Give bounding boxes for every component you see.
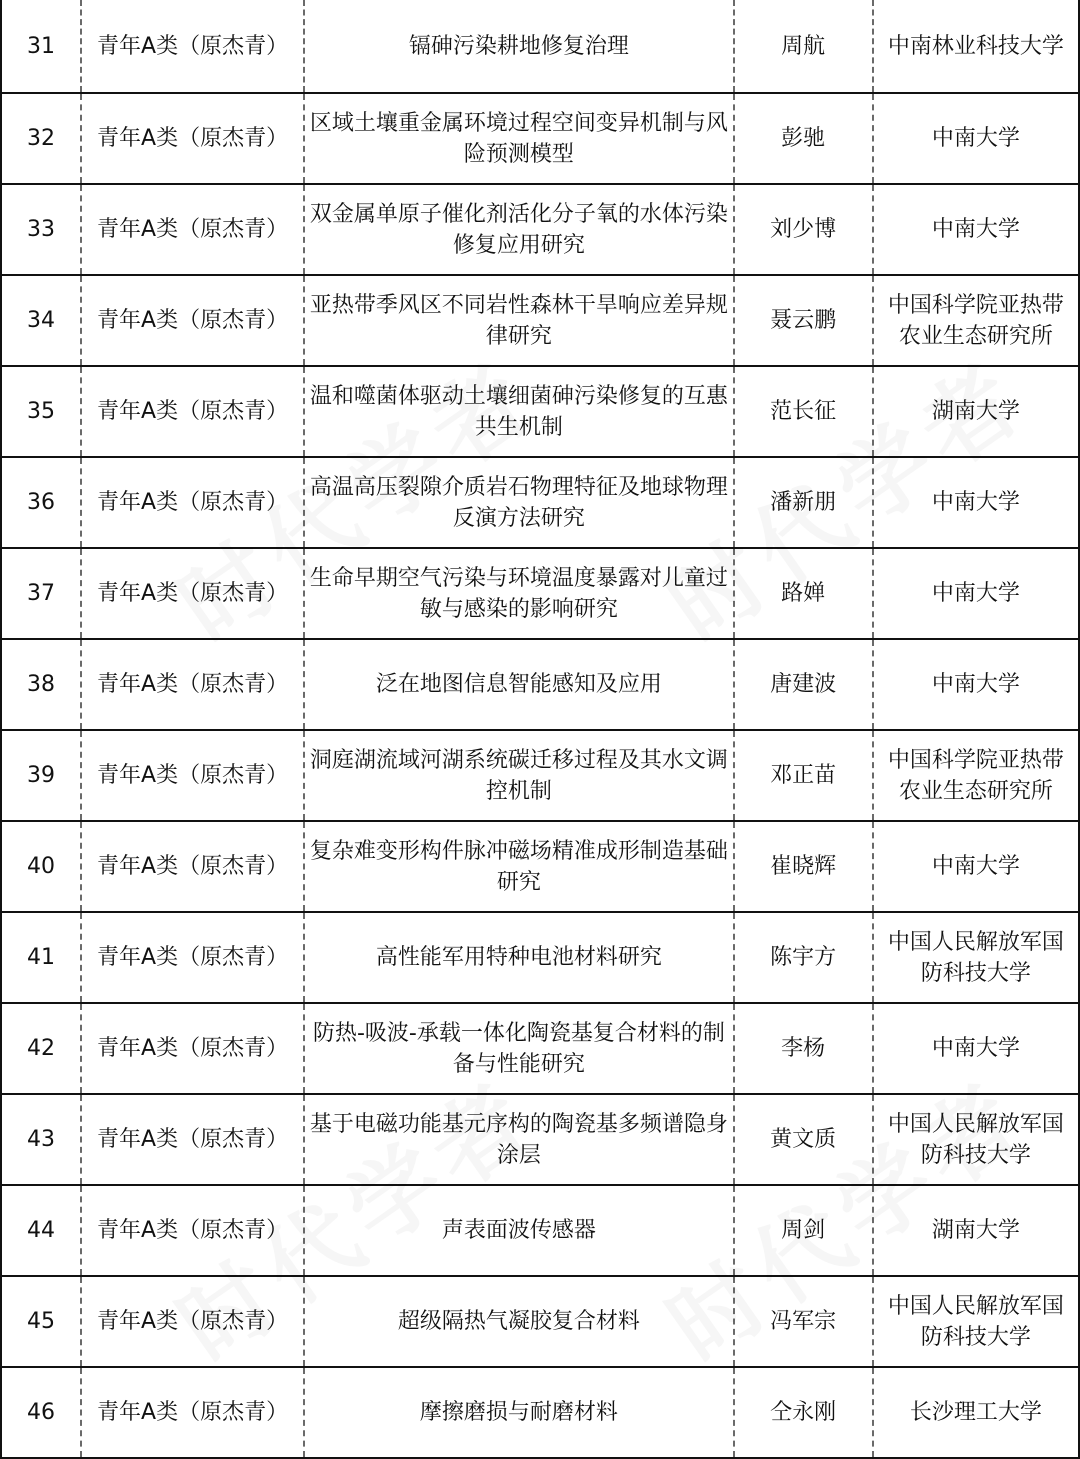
row-topic <box>304 93 734 184</box>
row-org-text: 中国人民解放军国防科技大学 <box>887 929 1064 986</box>
table-row <box>1 821 1079 912</box>
row-name: 仝永刚 <box>734 1367 873 1458</box>
row-name: 彭驰 <box>734 93 873 184</box>
row-name: 崔晓辉 <box>734 821 873 912</box>
row-org <box>873 730 1079 821</box>
row-number: 42 <box>1 1003 81 1094</box>
row-org <box>873 0 1079 93</box>
row-org <box>873 1276 1079 1367</box>
row-topic <box>304 366 734 457</box>
table-row <box>1 548 1079 639</box>
table-row <box>1 1367 1079 1458</box>
row-topic <box>304 1276 734 1367</box>
table-row <box>1 639 1079 730</box>
row-org-text: 中国科学院亚热带农业生态研究所 <box>887 747 1064 804</box>
row-number: 36 <box>1 457 81 548</box>
row-topic-text: 基于电磁功能基元序构的陶瓷基多频谱隐身涂层 <box>309 1111 728 1168</box>
row-name: 陈宇方 <box>734 912 873 1003</box>
row-topic <box>304 912 734 1003</box>
row-org <box>873 548 1079 639</box>
row-category: 青年A类（原杰青） <box>81 366 304 457</box>
row-category: 青年A类（原杰青） <box>81 457 304 548</box>
row-name: 邓正苗 <box>734 730 873 821</box>
row-category: 青年A类（原杰青） <box>81 275 304 366</box>
row-topic <box>304 639 734 730</box>
row-topic-text: 温和噬菌体驱动土壤细菌砷污染修复的互惠共生机制 <box>309 383 728 440</box>
row-name: 路婵 <box>734 548 873 639</box>
row-name: 冯军宗 <box>734 1276 873 1367</box>
table-body <box>1 0 1079 1458</box>
row-name: 李杨 <box>734 1003 873 1094</box>
row-org-text: 中南大学 <box>931 581 1020 606</box>
row-number: 31 <box>1 0 81 93</box>
row-name: 刘少博 <box>734 184 873 275</box>
row-topic <box>304 0 734 93</box>
row-topic-text: 声表面波传感器 <box>441 1218 596 1243</box>
row-number: 46 <box>1 1367 81 1458</box>
row-org <box>873 1367 1079 1458</box>
row-category: 青年A类（原杰青） <box>81 0 304 93</box>
row-number: 34 <box>1 275 81 366</box>
row-topic-text: 区域土壤重金属环境过程空间变异机制与风险预测模型 <box>309 110 728 167</box>
row-topic-text: 超级隔热气凝胶复合材料 <box>397 1309 640 1334</box>
row-number: 40 <box>1 821 81 912</box>
table-row <box>1 275 1079 366</box>
row-category: 青年A类（原杰青） <box>81 184 304 275</box>
table-row <box>1 1276 1079 1367</box>
row-org <box>873 457 1079 548</box>
table-row <box>1 366 1079 457</box>
row-topic <box>304 730 734 821</box>
row-org-text: 中南大学 <box>931 672 1020 697</box>
row-topic-text: 复杂难变形构件脉冲磁场精准成形制造基础研究 <box>309 838 728 895</box>
row-topic <box>304 1094 734 1185</box>
row-org-text: 中南大学 <box>931 217 1020 242</box>
row-name: 黄文质 <box>734 1094 873 1185</box>
row-number: 45 <box>1 1276 81 1367</box>
row-org-text: 湖南大学 <box>931 399 1020 424</box>
row-category: 青年A类（原杰青） <box>81 730 304 821</box>
row-category: 青年A类（原杰青） <box>81 1367 304 1458</box>
row-org-text: 中南大学 <box>931 490 1020 515</box>
row-org-text: 中国人民解放军国防科技大学 <box>887 1111 1064 1168</box>
row-org-text: 长沙理工大学 <box>909 1400 1042 1425</box>
row-name: 潘新朋 <box>734 457 873 548</box>
row-number: 33 <box>1 184 81 275</box>
row-topic <box>304 1367 734 1458</box>
row-org <box>873 366 1079 457</box>
row-category: 青年A类（原杰青） <box>81 821 304 912</box>
row-org-text: 中南大学 <box>931 126 1020 151</box>
row-org <box>873 275 1079 366</box>
row-category: 青年A类（原杰青） <box>81 93 304 184</box>
table-row <box>1 457 1079 548</box>
row-name: 周剑 <box>734 1185 873 1276</box>
row-org-text: 湖南大学 <box>931 1218 1020 1243</box>
row-name: 范长征 <box>734 366 873 457</box>
row-number: 37 <box>1 548 81 639</box>
row-topic-text: 泛在地图信息智能感知及应用 <box>375 672 662 697</box>
row-topic <box>304 1003 734 1094</box>
table-row <box>1 0 1079 93</box>
row-topic <box>304 821 734 912</box>
row-org-text: 中国科学院亚热带农业生态研究所 <box>887 292 1064 349</box>
row-topic-text: 摩擦磨损与耐磨材料 <box>419 1400 618 1425</box>
table-row <box>1 1185 1079 1276</box>
row-topic <box>304 1185 734 1276</box>
row-topic-text: 高温高压裂隙介质岩石物理特征及地球物理反演方法研究 <box>309 474 728 531</box>
row-topic <box>304 184 734 275</box>
row-org <box>873 184 1079 275</box>
row-category: 青年A类（原杰青） <box>81 1003 304 1094</box>
row-name: 周航 <box>734 0 873 93</box>
row-category: 青年A类（原杰青） <box>81 912 304 1003</box>
row-org-text: 中南林业科技大学 <box>887 33 1064 59</box>
row-topic-text: 高性能军用特种电池材料研究 <box>375 945 662 970</box>
row-topic-text: 亚热带季风区不同岩性森林干旱响应差异规律研究 <box>309 292 728 349</box>
table-row <box>1 730 1079 821</box>
row-topic-text: 洞庭湖流域河湖系统碳迁移过程及其水文调控机制 <box>309 747 728 804</box>
row-number: 41 <box>1 912 81 1003</box>
row-topic-text: 镉砷污染耕地修复治理 <box>408 33 629 59</box>
row-topic <box>304 457 734 548</box>
row-org-text: 中南大学 <box>931 1036 1020 1061</box>
row-org <box>873 639 1079 730</box>
row-org-text: 中国人民解放军国防科技大学 <box>887 1293 1064 1350</box>
row-number: 44 <box>1 1185 81 1276</box>
table-row <box>1 184 1079 275</box>
row-org <box>873 1185 1079 1276</box>
table-row <box>1 1003 1079 1094</box>
row-org <box>873 912 1079 1003</box>
row-name: 唐建波 <box>734 639 873 730</box>
row-category: 青年A类（原杰青） <box>81 1185 304 1276</box>
table-row <box>1 93 1079 184</box>
row-category: 青年A类（原杰青） <box>81 1276 304 1367</box>
row-topic-text: 双金属单原子催化剂活化分子氧的水体污染修复应用研究 <box>309 201 728 258</box>
table-row <box>1 1094 1079 1185</box>
row-category: 青年A类（原杰青） <box>81 548 304 639</box>
row-org-text: 中南大学 <box>931 854 1020 879</box>
row-category: 青年A类（原杰青） <box>81 1094 304 1185</box>
table-row <box>1 912 1079 1003</box>
row-number: 43 <box>1 1094 81 1185</box>
row-number: 35 <box>1 366 81 457</box>
row-topic-text: 生命早期空气污染与环境温度暴露对儿童过敏与感染的影响研究 <box>309 565 728 622</box>
row-topic <box>304 275 734 366</box>
row-org <box>873 821 1079 912</box>
row-org <box>873 1003 1079 1094</box>
row-number: 39 <box>1 730 81 821</box>
row-topic-text: 防热-吸波-承载一体化陶瓷基复合材料的制备与性能研究 <box>312 1020 725 1077</box>
row-category: 青年A类（原杰青） <box>81 639 304 730</box>
row-topic <box>304 548 734 639</box>
row-org <box>873 93 1079 184</box>
row-name: 聂云鹏 <box>734 275 873 366</box>
row-number: 32 <box>1 93 81 184</box>
row-number: 38 <box>1 639 81 730</box>
row-org <box>873 1094 1079 1185</box>
